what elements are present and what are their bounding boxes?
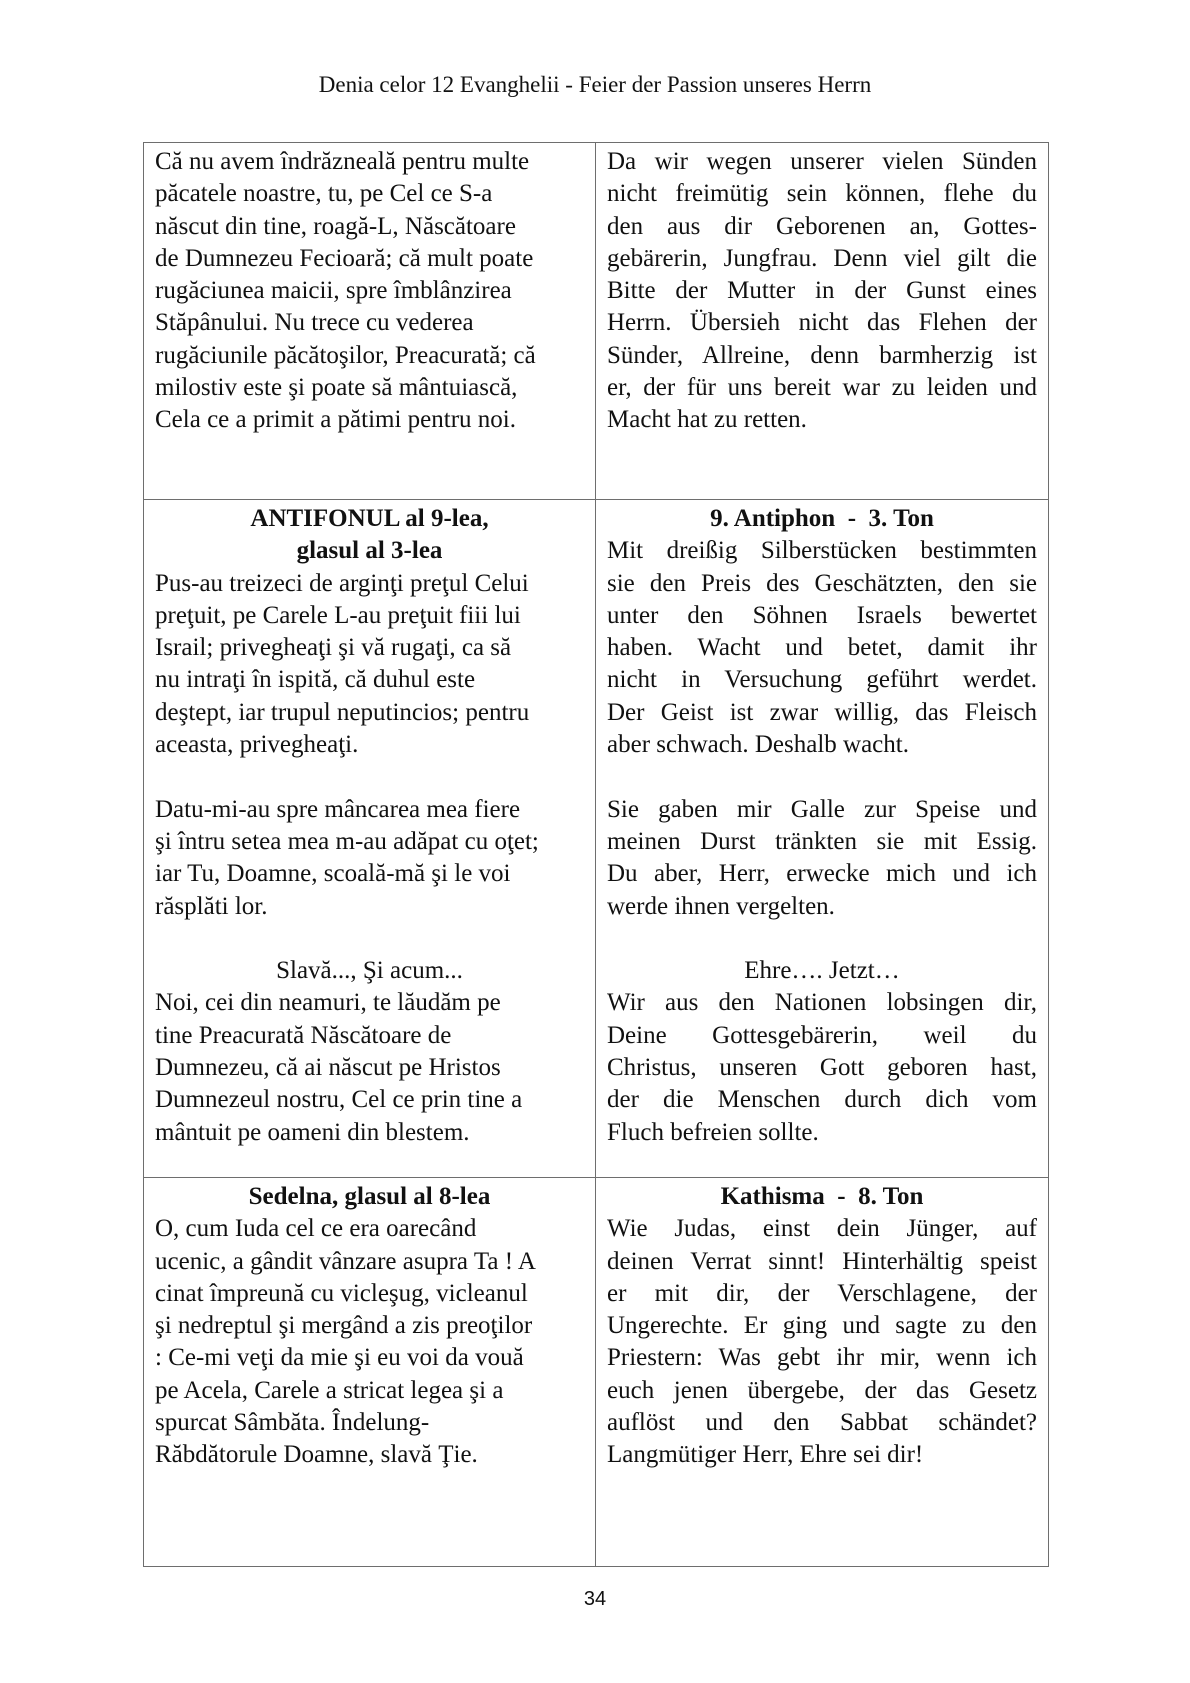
text-line: spurcat Sâmbăta. Îndelung- [155, 1409, 430, 1437]
running-header: Denia celor 12 Evanghelii - Feier der Passion unseres Herrn [318, 72, 872, 97]
text-line: sie den Preis des Geschätzten, den sie [607, 569, 1037, 597]
text-line: Pus-au treizeci de arginţi preţul Celui [155, 569, 529, 597]
text-line: milostiv este şi poate să mântuiască, [155, 374, 518, 402]
text-line: Deine Gottesgebärerin, weil du [607, 1021, 1037, 1049]
paragraph-gap [155, 761, 584, 793]
text-line: păcatele noastre, tu, pe Cel ce S-a [155, 180, 493, 208]
text-line: Sünder, Allreine, denn barmherzig ist [607, 341, 1037, 369]
text-line: Răbdătorule Doamne, slavă Ţie. [155, 1441, 478, 1469]
text-line: şi nedreptul şi mergând a zis preoţilor [155, 1312, 533, 1340]
text-line: tine Preacurată Născătoare de [155, 1021, 452, 1049]
text-line: Herrn. Übersieh nicht das Flehen der [607, 309, 1037, 337]
text-line: Ungerechte. Er ging und sagte zu den [607, 1312, 1037, 1340]
text-line: Wie Judas, einst dein Jünger, auf [607, 1215, 1037, 1243]
text-line: haben. Wacht und betet, damit ihr [607, 634, 1037, 662]
text-line: cinat împreună cu vicleşug, vicleanul [155, 1279, 528, 1307]
text-line: Wir aus den Nationen lobsingen dir, [607, 989, 1037, 1017]
text-line: Noi, cei din neamuri, te lăudăm pe [155, 989, 501, 1017]
text-line: gebärerin, Jungfrau. Denn viel gilt die [607, 244, 1037, 272]
text-line: Dumnezeu, că ai născut pe Hristos [155, 1054, 501, 1082]
paragraph-gap [607, 761, 1037, 793]
text-line: er, der für uns bereit war zu leiden und [607, 374, 1037, 402]
romanian-cell [144, 500, 596, 1178]
parallel-text-table [143, 142, 1049, 1567]
text-line: de Dumnezeu Fecioară; că mult poate [155, 244, 534, 272]
text-line: mântuit pe oameni din blestem. [155, 1118, 470, 1146]
text-line: aber schwach. Deshalb wacht. [607, 731, 909, 759]
text-line: Macht hat zu retten. [607, 406, 807, 434]
text-line: deinen Verrat sinnt! Hinterhältig speist [607, 1247, 1037, 1275]
text-line: nicht freimütig sein können, flehe du [607, 180, 1037, 208]
text-line: ucenic, a gândit vânzare asupra Ta ! A [155, 1247, 536, 1275]
text-line: rugăciunile păcătoşilor, Preacurată; că [155, 341, 536, 369]
text-line: er mit dir, der Verschlagene, der [607, 1279, 1037, 1307]
german-cell [596, 1178, 1049, 1567]
text-line: nu intraţi în ispită, că duhul este [155, 666, 476, 694]
text-line: aceasta, privegheaţi. [155, 731, 359, 759]
paragraph-gap [607, 923, 1037, 955]
text-line: Datu-mi-au spre mâncarea mea fiere [155, 795, 521, 823]
text-line: Fluch befreien sollte. [607, 1118, 819, 1146]
romanian-cell [144, 143, 596, 500]
text-line: meinen Durst tränkten sie mit Essig. [607, 827, 1037, 855]
paragraph-gap [155, 923, 584, 955]
text-line: auflöst und den Sabbat schändet? [607, 1409, 1037, 1437]
doxology-line: Slavă..., Şi acum... [276, 957, 463, 985]
text-line: Că nu avem îndrăzneală pentru multe [155, 148, 530, 175]
section-heading: 9. Antiphon - 3. Ton [710, 505, 934, 532]
text-line: Dumnezeul nostru, Cel ce prin tine a [155, 1086, 523, 1114]
table-row [144, 143, 1049, 500]
text-line: Priestern: Was gebt ihr mir, wenn ich [607, 1344, 1037, 1372]
section-heading: glasul al 3-lea [296, 537, 443, 565]
text-line: Bitte der Mutter in der Gunst eines [607, 277, 1037, 305]
romanian-cell [144, 1178, 596, 1567]
text-line: unter den Söhnen Israels bewertet [607, 601, 1037, 629]
doxology-line: Ehre…. Jetzt… [744, 957, 900, 985]
table-row [144, 1178, 1049, 1567]
text-line: Cela ce a primit a pătimi pentru noi. [155, 406, 516, 434]
text-line: nicht in Versuchung geführt werdet. [607, 666, 1037, 694]
text-line: den aus dir Geborenen an, Gottes- [607, 212, 1037, 240]
text-line: Du aber, Herr, erwecke mich und ich [607, 860, 1037, 888]
text-line: pe Acela, Carele a stricat legea şi a [155, 1376, 504, 1404]
text-line: iar Tu, Doamne, scoală-mă şi le voi [155, 860, 511, 888]
text-line: O, cum Iuda cel ce era oarecând [155, 1215, 477, 1243]
page-number: 34 [583, 1588, 607, 1610]
text-line: Stăpânului. Nu trece cu vederea [155, 309, 474, 337]
text-line: Da wir wegen unserer vielen Sünden [607, 148, 1037, 175]
text-line: născut din tine, roagă-L, Născătoare [155, 212, 516, 240]
text-line: deştept, iar trupul neputincios; pentru [155, 698, 530, 726]
text-line: preţuit, pe Carele L-au preţuit fiii lui [155, 601, 521, 629]
text-line: : Ce-mi veţi da mie şi eu voi da vouă [155, 1344, 524, 1372]
text-line: Sie gaben mir Galle zur Speise und [607, 795, 1037, 823]
text-line: Mit dreißig Silberstücken bestimmten [607, 537, 1037, 565]
text-line: werde ihnen vergelten. [607, 892, 835, 920]
section-heading: Sedelna, glasul al 8-lea [248, 1183, 491, 1210]
text-line: şi întru setea mea m-au adăpat cu oţet; [155, 827, 539, 855]
text-line: Der Geist ist zwar willig, das Fleisch [607, 698, 1037, 726]
text-line: rugăciunea maicii, spre îmblânzirea [155, 277, 512, 305]
table-row [144, 500, 1049, 1178]
text-line: euch jenen übergebe, der das Gesetz [607, 1376, 1037, 1404]
text-line: Christus, unseren Gott geboren hast, [607, 1054, 1037, 1082]
text-line: Langmütiger Herr, Ehre sei dir! [607, 1441, 924, 1469]
german-cell [596, 500, 1049, 1178]
text-line: Israil; privegheaţi şi vă rugaţi, ca să [155, 634, 512, 662]
german-cell [596, 143, 1049, 500]
text-line: răsplăti lor. [155, 892, 268, 920]
text-line: der die Menschen durch dich vom [607, 1086, 1037, 1114]
section-heading: ANTIFONUL al 9-lea, [250, 505, 489, 532]
section-heading: Kathisma - 8. Ton [720, 1183, 924, 1210]
